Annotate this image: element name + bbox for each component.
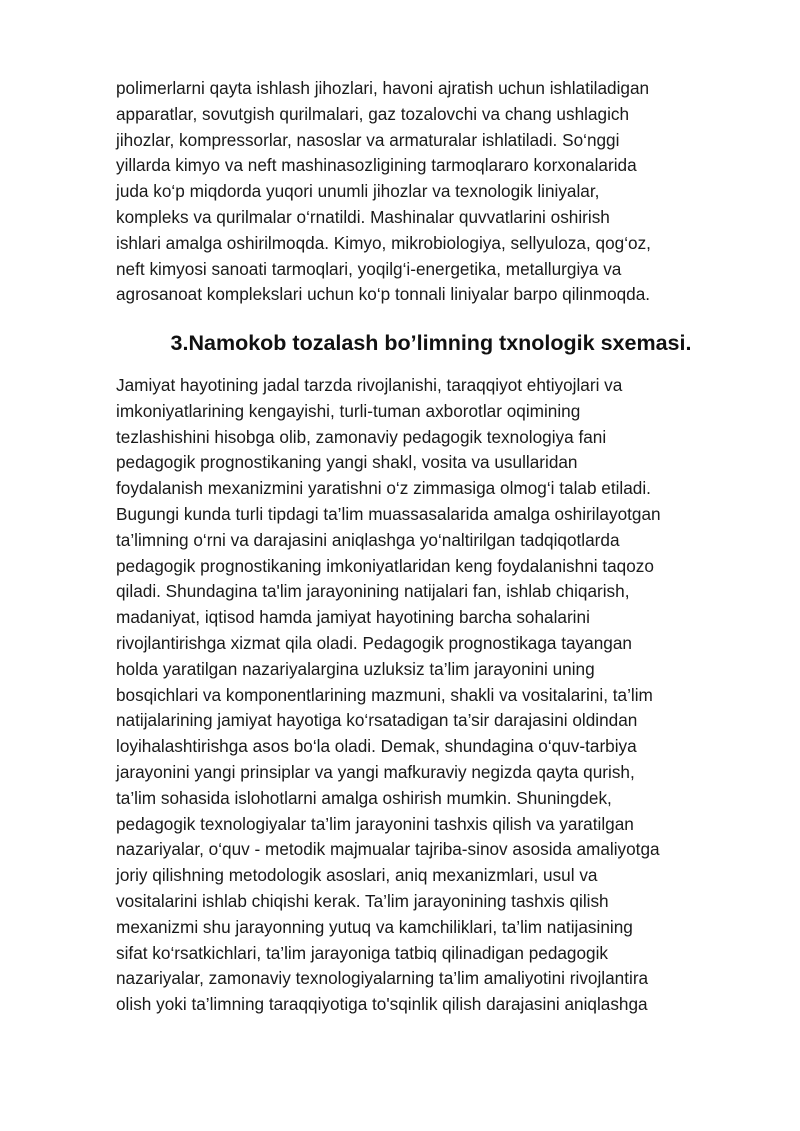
text-line: vositalarini ishlab chiqishi kerak. Ta’lim jarayonining tashxis qilish xyxy=(116,890,609,911)
paragraph-body xyxy=(116,373,746,1018)
paragraph-intro xyxy=(116,76,746,308)
text-line: nazariyalar, zamonaviy texnologiyalarning ta’lim amaliyotini rivojlantira xyxy=(116,968,649,989)
text-line: neft kimyosi sanoati tarmoqlari, yoqilg‘i-energetika, metallurgiya va xyxy=(116,258,622,279)
text-line: foydalanish mexanizmini yaratishni o‘z zimmasiga olmog‘i talab etiladi. xyxy=(116,478,651,499)
text-line: Bugungi kunda turli tipdagi ta’lim muassasalarida amalga oshirilayotgan xyxy=(116,503,661,524)
text-line: yillarda kimyo va neft mashinasozligining tarmoqlararo korxonalarida xyxy=(116,155,637,176)
text-line: kompleks va qurilmalar o‘rnatildi. Mashinalar quvvatlarini oshirish xyxy=(116,206,610,227)
text-line: Jamiyat hayotining jadal tarzda rivojlanishi, taraqqiyot ehtiyojlari va xyxy=(116,375,623,395)
text-line: holda yaratilgan nazariyalargina uzluksiz ta’lim jarayonini uning xyxy=(116,658,595,679)
text-line: madaniyat, iqtisod hamda jamiyat hayotining barcha sohalarini xyxy=(116,607,590,628)
section-heading: 3.Namokob tozalash bo’limning txnologik sxemasi. xyxy=(170,331,692,355)
text-line: pedagogik prognostikaning imkoniyatlaridan keng foydalanishni taqozo xyxy=(116,555,654,576)
text-line: ta’lim sohasida islohotlarni amalga oshirish mumkin. Shuningdek, xyxy=(116,787,612,808)
text-line: bosqichlari va komponentlarining mazmuni, shakli va vositalarini, ta’lim xyxy=(116,684,653,705)
text-line: juda ko‘p miqdorda yuqori unumli jihozlar va texnologik liniyalar, xyxy=(116,181,600,202)
text-line: pedagogik prognostikaning yangi shakl, vosita va usullaridan xyxy=(116,452,578,473)
text-line: natijalarining jamiyat hayotiga ko‘rsatadigan ta’sir darajasini oldindan xyxy=(116,710,638,731)
text-line: agrosanoat komplekslari uchun ko‘p tonnali liniyalar barpo qilinmoqda. xyxy=(116,284,651,305)
text-line: sifat ko‘rsatkichlari, ta’lim jarayoniga tatbiq qilinadigan pedagogik xyxy=(116,942,609,963)
text-line: joriy qilishning metodologik asoslari, aniq mexanizmlari, usul va xyxy=(116,865,598,886)
text-line: jarayonini yangi prinsiplar va yangi mafkuraviy negizda qayta qurish, xyxy=(116,761,635,782)
text-line: qiladi. Shundagina ta'lim jarayonining natijalari fan, ishlab chiqarish, xyxy=(116,581,630,602)
text-line: polimerlarni qayta ishlash jihozlari, havoni ajratish uchun ishlatiladigan xyxy=(116,78,650,98)
text-line: nazariyalar, o‘quv - metodik majmualar tajriba-sinov asosida amaliyotga xyxy=(116,839,660,860)
text-line: pedagogik texnologiyalar ta’lim jarayonini tashxis qilish va yaratilgan xyxy=(116,813,634,834)
text-line: rivojlantirishga xizmat qila oladi. Pedagogik prognostikaga tayangan xyxy=(116,632,632,653)
text-line: imkoniyatlarining kengayishi, turli-tuman axborotlar oqimining xyxy=(116,400,581,421)
text-line: jihozlar, kompressorlar, nasoslar va armaturalar ishlatiladi. So‘nggi xyxy=(116,129,620,150)
text-line: tezlashishini hisobga olib, zamonaviy pedagogik texnologiya fani xyxy=(116,426,607,447)
text-line: ta’limning o‘rni va darajasini aniqlashga yo‘naltirilgan tadqiqotlarda xyxy=(116,529,620,550)
text-line: ishlari amalga oshirilmoqda. Kimyo, mikrobiologiya, sellyuloza, qog‘oz, xyxy=(116,232,651,253)
text-line: mexanizmi shu jarayonning yutuq va kamchiliklari, ta’lim natijasining xyxy=(116,916,633,937)
text-line: loyihalashtirishga asos bo‘la oladi. Demak, shundagina o‘quv-tarbiya xyxy=(116,736,637,757)
text-line: olish yoki ta’limning taraqqiyotiga to'sqinlik qilish darajasini aniqlashga xyxy=(116,994,648,1015)
text-line: apparatlar, sovutgish qurilmalari, gaz tozalovchi va chang ushlagich xyxy=(116,103,630,124)
